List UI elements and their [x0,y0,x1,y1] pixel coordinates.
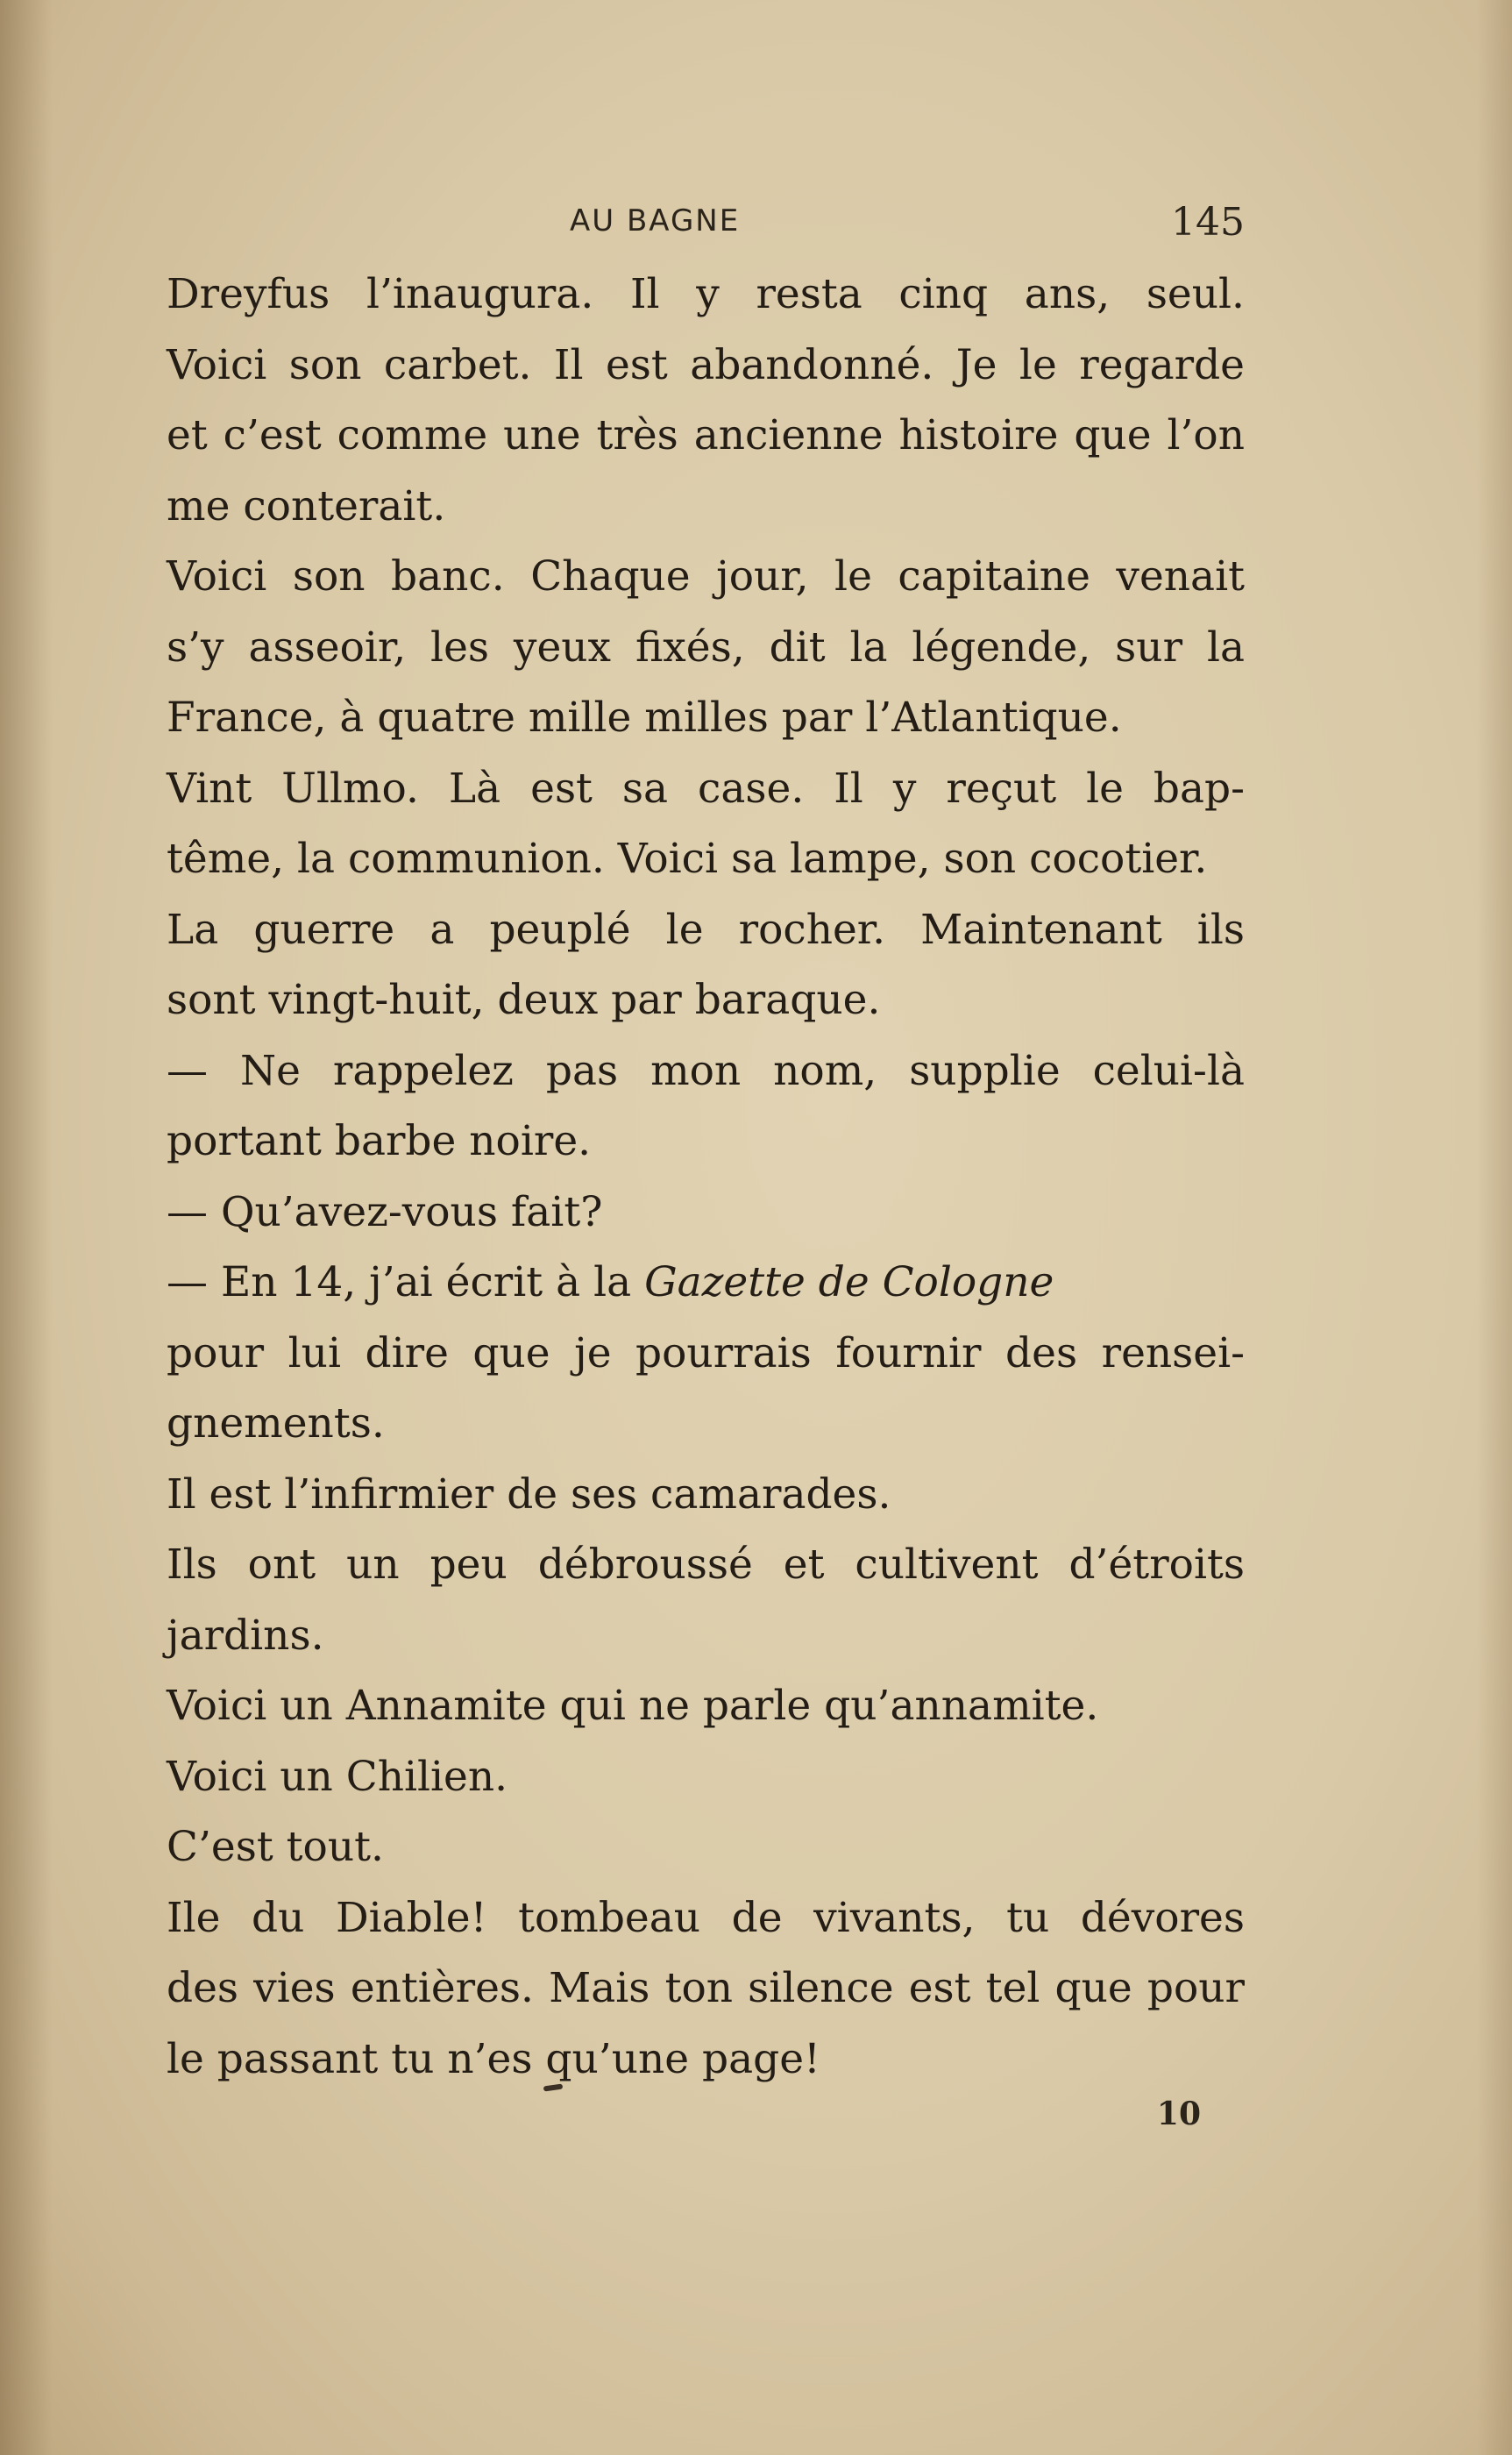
signature-mark: 10 [1156,2096,1201,2132]
text-line: — Ne rappelez pas mon nom, supplie celui-là [167,1046,1245,1095]
text-line: des vies entières. Mais ton silence est tel que pour [167,1964,1245,2012]
text-line: Voici son carbet. Il est abandonné. Je le regarde [167,340,1245,389]
text-line: jardins. [167,1611,324,1660]
text-line: — En 14, j’ai écrit à la [167,1258,645,1306]
text-line: C’est tout. [167,1823,384,1871]
page-header [167,200,1245,247]
text-line: Vint Ullmo. Là est sa case. Il y reçut le bap- [167,764,1245,813]
page-number: 145 [1171,200,1245,245]
text-line: Il est l’infirmier de ses camarades. [167,1469,891,1519]
text-line: Voici un Chilien. [167,1752,508,1801]
newspaper-title: Gazette de Cologne [644,1258,1054,1306]
page-edge-shadow [1477,0,1512,2455]
text-line-with-title [167,1248,1245,1319]
text-line: Ils ont un peu débroussé et cultivent d’étroits [167,1541,1245,1589]
text-line: s’y asseoir, les yeux fixés, dit la légende, sur la [167,623,1245,672]
text-line: Voici son banc. Chaque jour, le capitaine venait [167,552,1245,601]
text-line: sont vingt-huit, deux par baraque. [167,976,881,1024]
spine-shadow [0,0,53,2455]
running-head: AU BAGNE [570,203,741,238]
text-line: France, à quatre mille milles par l’Atlantique. [167,694,1122,742]
text-line: — Qu’avez-vous fait? [167,1187,603,1236]
text-line: pour lui dire que je pourrais fournir des rensei- [167,1328,1245,1377]
body-text [167,260,1245,2095]
text-line: portant barbe noire. [167,1117,592,1165]
text-line: Voici un Annamite qui ne parle qu’annamite. [167,1682,1099,1730]
text-line: le passant tu n’es qu’une page! [167,2034,820,2083]
text-line: tême, la communion. Voici sa lampe, son cocotier. [167,835,1208,883]
text-line: me conterait. [167,481,446,530]
text-line: gnements. [167,1399,385,1448]
text-line: Dreyfus l’inaugura. Il y resta cinq ans, seul. [167,270,1245,318]
text-line: et c’est comme une très ancienne histoire que l’on [167,411,1245,459]
text-line: Ile du Diable! tombeau de vivants, tu dévores [167,1893,1245,1942]
text-line: La guerre a peuplé le rocher. Maintenant ils [167,905,1245,954]
